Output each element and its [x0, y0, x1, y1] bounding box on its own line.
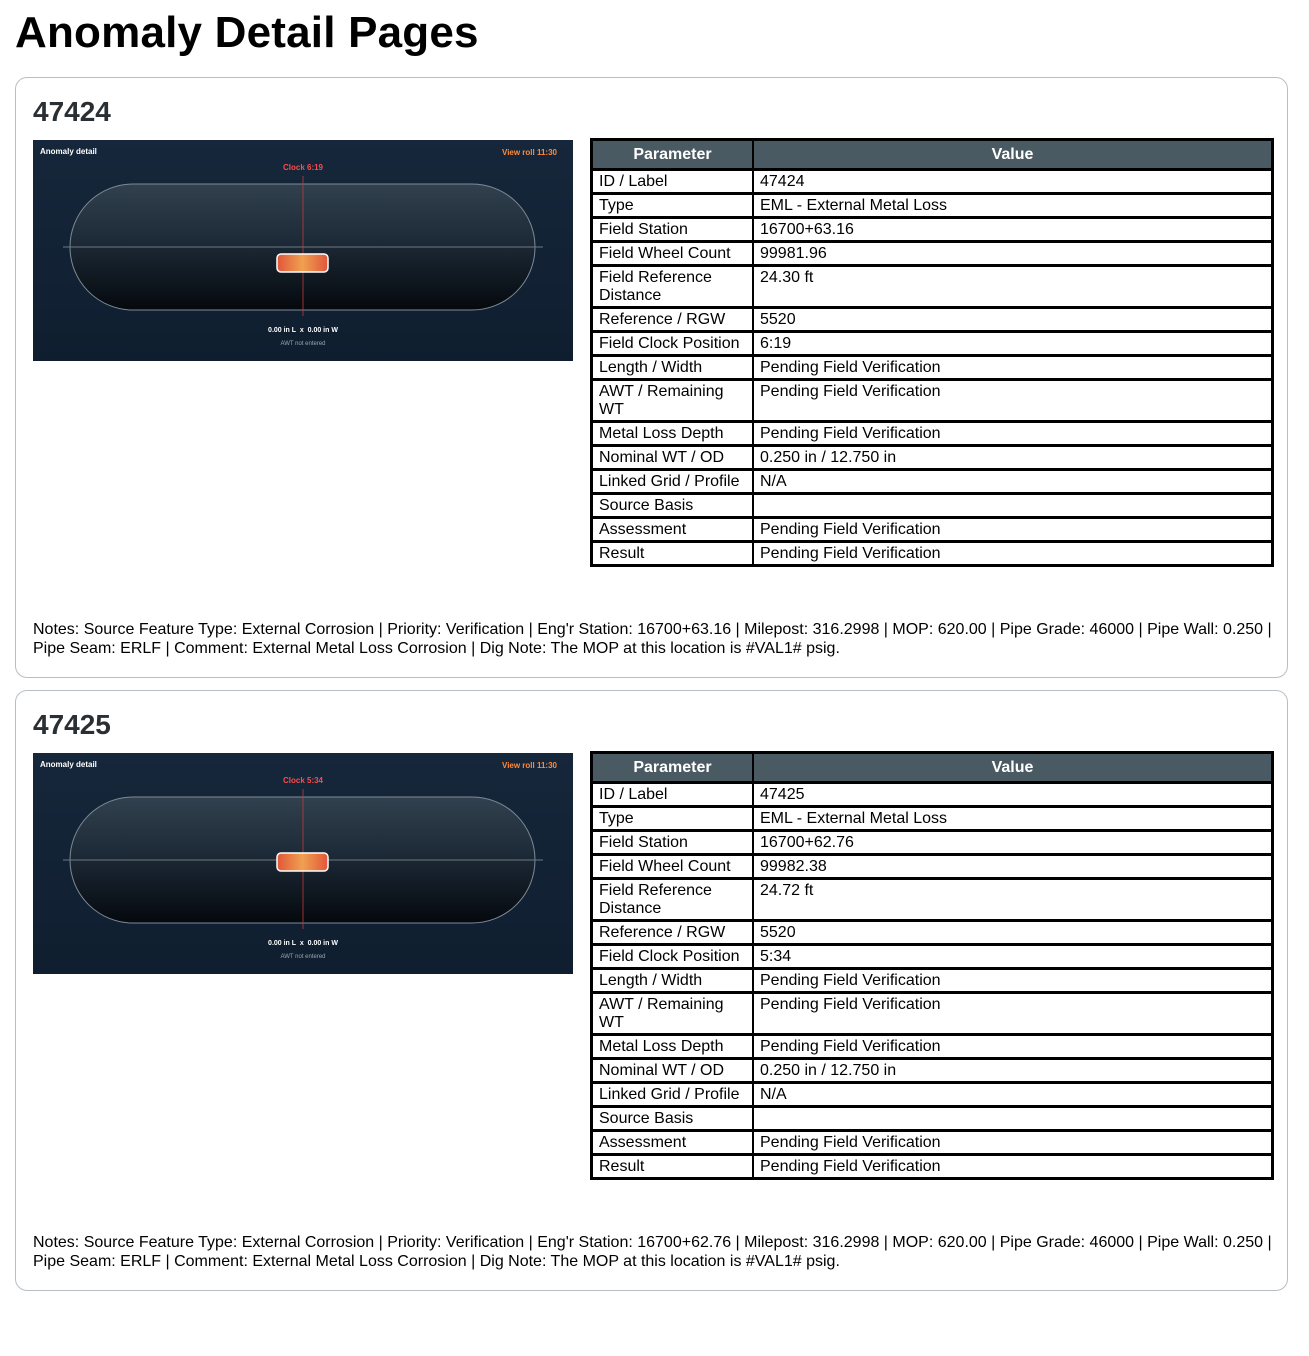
parameter-cell: Result: [593, 1156, 754, 1177]
value-cell: EML - External Metal Loss: [754, 195, 1271, 219]
viz-size-label: 0.00 in L x 0.00 in W: [268, 940, 338, 947]
value-cell: 99982.38: [754, 856, 1271, 880]
value-cell: 16700+62.76: [754, 832, 1271, 856]
viz-header-label: Anomaly detail: [40, 147, 97, 156]
table-row: [593, 880, 1271, 922]
table-row: [593, 1108, 1271, 1132]
viz-view-roll-label: View roll 11:30: [502, 761, 557, 770]
table-row: [593, 856, 1271, 880]
value-cell: 99981.96: [754, 243, 1271, 267]
value-cell: 24.72 ft: [754, 880, 1271, 922]
parameter-cell: Reference / RGW: [593, 922, 754, 946]
parameter-cell: Field Wheel Count: [593, 243, 754, 267]
table-row: [593, 243, 1271, 267]
parameter-cell: Reference / RGW: [593, 309, 754, 333]
table-row: [593, 1084, 1271, 1108]
anomaly-detail-image: [33, 140, 573, 361]
value-cell: 16700+63.16: [754, 219, 1271, 243]
parameter-cell: Type: [593, 808, 754, 832]
value-cell: [754, 495, 1271, 519]
table-row: [593, 1132, 1271, 1156]
table-row: [593, 447, 1271, 471]
value-cell: 0.250 in / 12.750 in: [754, 1060, 1271, 1084]
value-cell: 5520: [754, 922, 1271, 946]
parameter-cell: Linked Grid / Profile: [593, 471, 754, 495]
table-row: [593, 471, 1271, 495]
table-row: [593, 171, 1271, 195]
table-row: [593, 267, 1271, 309]
table-row: [593, 195, 1271, 219]
table-row: [593, 946, 1271, 970]
table-row: [593, 970, 1271, 994]
parameter-cell: Nominal WT / OD: [593, 447, 754, 471]
column-header-value: Value: [754, 754, 1271, 784]
value-cell: 6:19: [754, 333, 1271, 357]
value-cell: EML - External Metal Loss: [754, 808, 1271, 832]
anomaly-marker: [277, 254, 328, 272]
value-cell: 0.250 in / 12.750 in: [754, 447, 1271, 471]
parameter-cell: Field Wheel Count: [593, 856, 754, 880]
value-cell: 24.30 ft: [754, 267, 1271, 309]
parameter-cell: Result: [593, 543, 754, 564]
parameter-cell: Assessment: [593, 1132, 754, 1156]
value-cell: Pending Field Verification: [754, 970, 1271, 994]
value-cell: 47425: [754, 784, 1271, 808]
column-header-value: Value: [754, 141, 1271, 171]
anomaly-card: [15, 77, 1288, 678]
value-cell: Pending Field Verification: [754, 1132, 1271, 1156]
parameter-cell: ID / Label: [593, 784, 754, 808]
parameter-cell: Source Basis: [593, 495, 754, 519]
page-title: Anomaly Detail Pages: [15, 8, 479, 57]
parameter-cell: Source Basis: [593, 1108, 754, 1132]
anomaly-marker: [277, 853, 328, 871]
parameter-table: [590, 751, 1274, 1180]
viz-clock-label: Clock 6:19: [282, 163, 324, 172]
parameter-table: [590, 138, 1274, 567]
table-row: [593, 784, 1271, 808]
parameter-cell: ID / Label: [593, 171, 754, 195]
parameter-cell: Field Clock Position: [593, 946, 754, 970]
parameter-cell: Type: [593, 195, 754, 219]
parameter-cell: Field Station: [593, 832, 754, 856]
anomaly-notes: Notes: Source Feature Type: External Corrosion | Priority: Verification | Eng'r Station: 16700+62.76 | Milepost: 316.2998 | MOP: 620.00 | Pipe Grade: 46000 | Pipe Wall: 0.250 | Pipe Seam: ERLF | Comment: External Metal Loss Corrosion | Dig Note: The MOP at this location is #VAL1# psig.: [33, 1234, 1272, 1270]
value-cell: Pending Field Verification: [754, 423, 1271, 447]
value-cell: Pending Field Verification: [754, 1036, 1271, 1060]
table-row: [593, 333, 1271, 357]
viz-awt-label: AWT not entered: [280, 341, 326, 347]
parameter-cell: AWT / Remaining WT: [593, 994, 754, 1036]
parameter-cell: Length / Width: [593, 970, 754, 994]
table-row: [593, 495, 1271, 519]
value-cell: 47424: [754, 171, 1271, 195]
parameter-cell: Metal Loss Depth: [593, 1036, 754, 1060]
anomaly-notes: Notes: Source Feature Type: External Corrosion | Priority: Verification | Eng'r Station: 16700+63.16 | Milepost: 316.2998 | MOP: 620.00 | Pipe Grade: 46000 | Pipe Wall: 0.250 | Pipe Seam: ERLF | Comment: External Metal Loss Corrosion | Dig Note: The MOP at this location is #VAL1# psig.: [33, 621, 1272, 657]
value-cell: Pending Field Verification: [754, 381, 1271, 423]
viz-awt-label: AWT not entered: [280, 954, 326, 960]
value-cell: Pending Field Verification: [754, 543, 1271, 564]
parameter-cell: Field Reference Distance: [593, 880, 754, 922]
parameter-cell: Field Reference Distance: [593, 267, 754, 309]
value-cell: 5:34: [754, 946, 1271, 970]
parameter-cell: Assessment: [593, 519, 754, 543]
table-row: [593, 381, 1271, 423]
parameter-cell: Linked Grid / Profile: [593, 1084, 754, 1108]
table-row: [593, 219, 1271, 243]
value-cell: N/A: [754, 1084, 1271, 1108]
value-cell: [754, 1108, 1271, 1132]
table-row: [593, 519, 1271, 543]
parameter-cell: Field Station: [593, 219, 754, 243]
table-row: [593, 808, 1271, 832]
viz-header-label: Anomaly detail: [40, 760, 97, 769]
table-row: [593, 1156, 1271, 1177]
value-cell: Pending Field Verification: [754, 1156, 1271, 1177]
table-row: [593, 832, 1271, 856]
table-row: [593, 994, 1271, 1036]
parameter-cell: Nominal WT / OD: [593, 1060, 754, 1084]
table-row: [593, 1060, 1271, 1084]
viz-size-label: 0.00 in L x 0.00 in W: [268, 327, 338, 334]
column-header-parameter: Parameter: [593, 754, 754, 784]
parameter-cell: Metal Loss Depth: [593, 423, 754, 447]
parameter-cell: Length / Width: [593, 357, 754, 381]
viz-clock-label: Clock 5:34: [282, 776, 324, 785]
anomaly-card: [15, 690, 1288, 1291]
parameter-cell: AWT / Remaining WT: [593, 381, 754, 423]
anomaly-id-heading: 47424: [33, 96, 111, 127]
table-row: [593, 423, 1271, 447]
column-header-parameter: Parameter: [593, 141, 754, 171]
value-cell: Pending Field Verification: [754, 357, 1271, 381]
parameter-cell: Field Clock Position: [593, 333, 754, 357]
anomaly-detail-image: [33, 753, 573, 974]
anomaly-id-heading: 47425: [33, 709, 111, 740]
value-cell: Pending Field Verification: [754, 519, 1271, 543]
value-cell: Pending Field Verification: [754, 994, 1271, 1036]
value-cell: 5520: [754, 309, 1271, 333]
table-row: [593, 1036, 1271, 1060]
table-row: [593, 357, 1271, 381]
value-cell: N/A: [754, 471, 1271, 495]
viz-view-roll-label: View roll 11:30: [502, 148, 557, 157]
table-row: [593, 543, 1271, 564]
table-row: [593, 309, 1271, 333]
table-row: [593, 922, 1271, 946]
